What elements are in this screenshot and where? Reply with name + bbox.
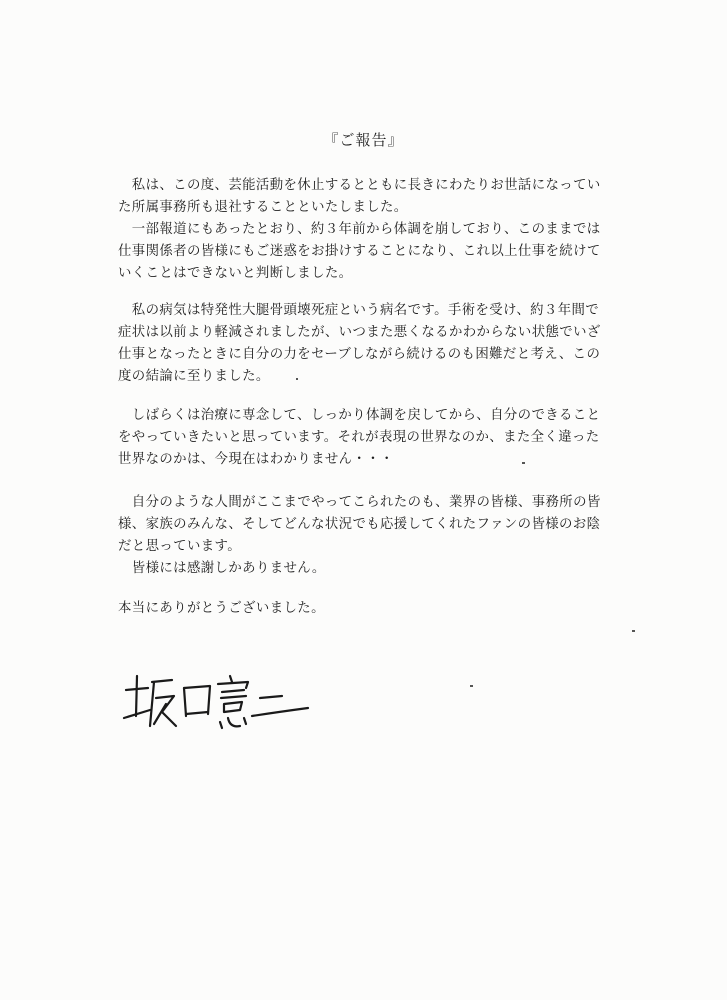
scan-speck (632, 630, 635, 632)
paragraph-line: しばらくは治療に専念して、しっかり体調を戻してから、自分のできること (118, 408, 601, 423)
handwritten-signature (118, 668, 318, 738)
paragraph-line: 一部報道にもあったとおり、約３年前から体調を崩しており、このままでは (118, 222, 601, 237)
paragraph-line: 私の病気は特発性大腿骨頭壊死症という病名です。手術を受け、約３年間で (118, 303, 600, 318)
closing-line (118, 598, 618, 620)
paragraph-line: 世界なのかは、今現在はわかりません・・・ (118, 452, 394, 467)
paragraph-4 (118, 492, 618, 580)
paragraph-line: 仕事となったときに自分の力をセーブしながら続けるのも困難だと考え、この (118, 347, 601, 362)
paragraph-line: 自分のような人間がここまでやってこられたのも、業界の皆様、事務所の皆 (118, 495, 601, 510)
paragraph-line: 私は、この度、芸能活動を休止するとともに長きにわたりお世話になってい (118, 178, 601, 193)
paragraph-line: 度の結論に至りました。 (118, 369, 270, 384)
paragraph-line: 皆様には感謝しかありません。 (118, 561, 326, 576)
paragraph-line: 症状は以前より軽減されましたが、いつまた悪くなるかわからない状態でいざ (118, 325, 601, 340)
scan-speck (522, 462, 525, 464)
paragraph-line: た所属事務所も退社することといたしました。 (118, 200, 408, 215)
paragraph-line: いくことはできないと判断しました。 (118, 266, 353, 281)
scan-speck (296, 378, 298, 380)
paragraph-line: 仕事関係者の皆様にもご迷惑をお掛けすることになり、これ以上仕事を続けて (118, 244, 601, 259)
paragraph-line: 様、家族のみんな、そしてどんな状況でも応援してくれたファンの皆様のお陰 (118, 517, 601, 532)
scan-speck (470, 685, 473, 687)
paragraph-line: をやっていきたいと思っています。それが表現の世界なのか、また全く違った (118, 430, 600, 445)
letter-title: 『ご報告』 (323, 131, 404, 149)
paragraph-1 (118, 175, 618, 285)
closing-text: 本当にありがとうございました。 (118, 601, 325, 616)
paragraph-3 (118, 405, 618, 471)
paragraph-line: だと思っています。 (118, 539, 242, 554)
paragraph-2 (118, 300, 618, 388)
